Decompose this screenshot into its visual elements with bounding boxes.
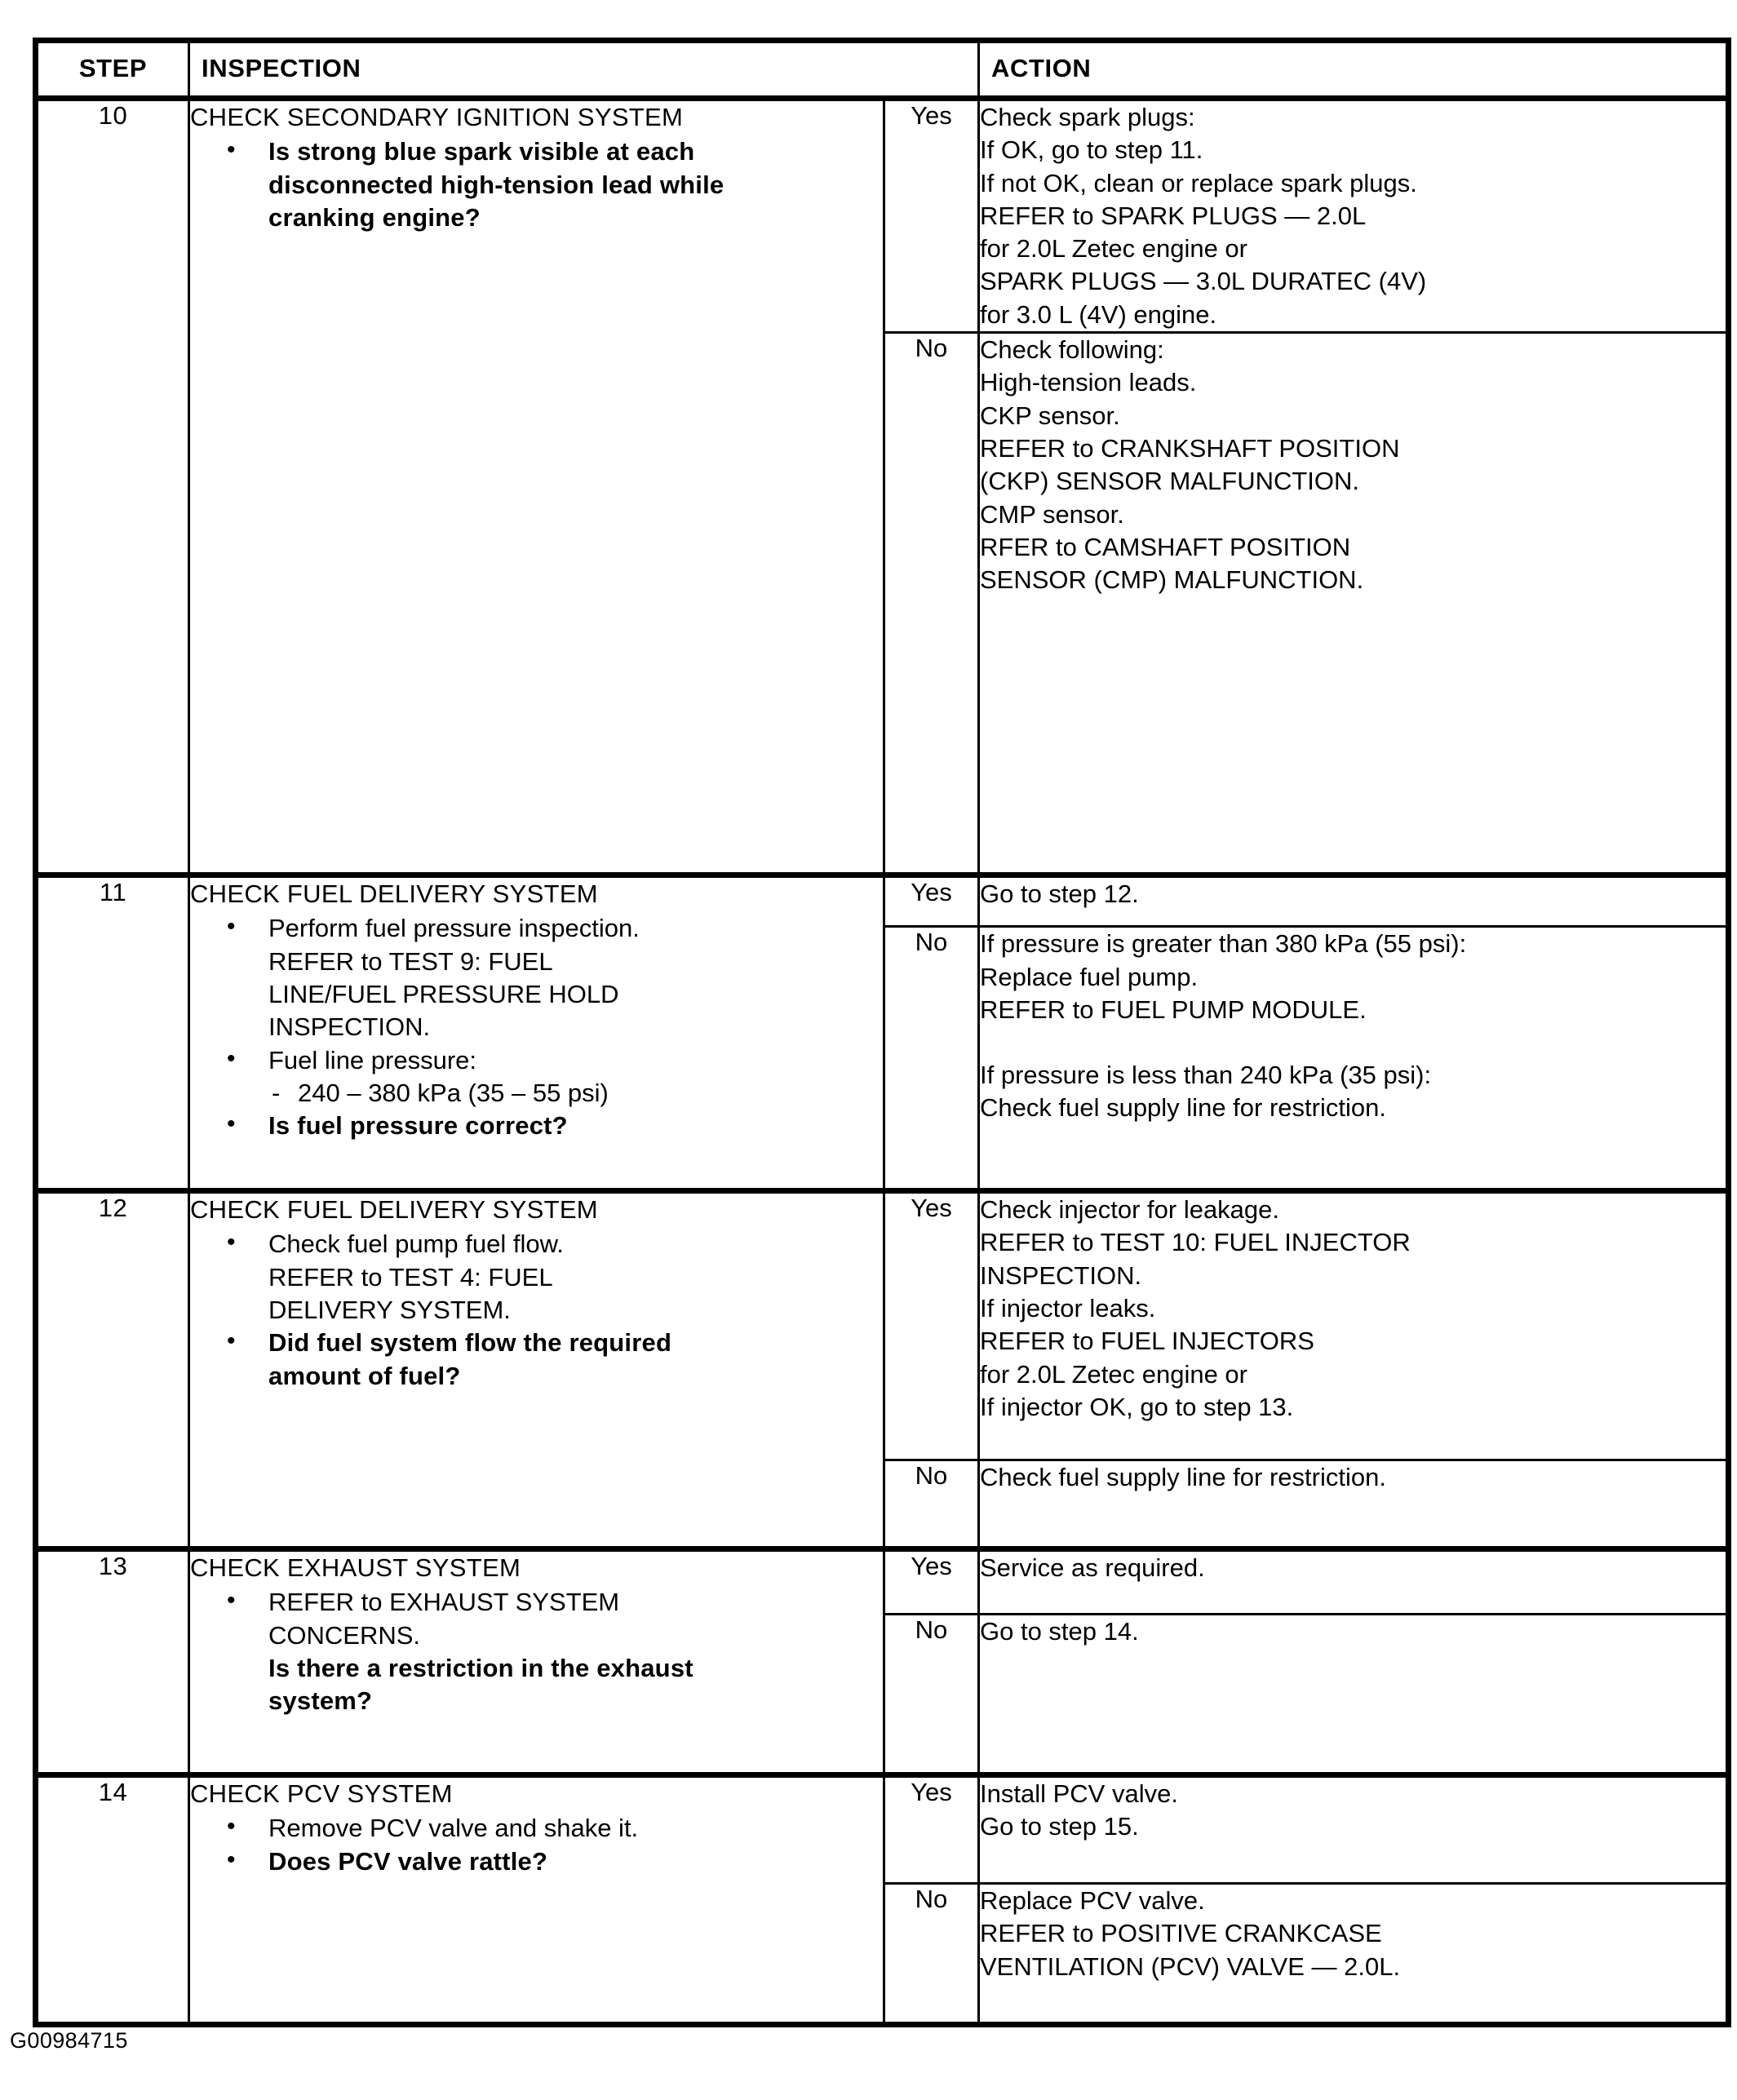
header-label-inspection: INSPECTION [202, 54, 361, 82]
action-line: Go to step 14. [980, 1617, 1139, 1646]
inspection-cell [189, 1775, 884, 2025]
action-line: If injector leaks. [980, 1293, 1156, 1322]
inspection-line: disconnected high-tension lead while [268, 170, 724, 199]
action-cell [979, 1460, 1729, 1548]
action-line: REFER to TEST 10: FUEL INJECTOR [980, 1228, 1411, 1257]
inspection-line: • Check fuel pump fuel flow. [268, 1229, 564, 1259]
action-line: CKP sensor. [980, 401, 1120, 430]
answer-cell-yes: Yes [884, 1549, 979, 1615]
action-line: Replace fuel pump. [980, 962, 1199, 991]
answer-cell-no: No [884, 1460, 979, 1548]
inspection-line: • Is fuel pressure correct? [268, 1111, 568, 1141]
action-cell [979, 1615, 1729, 1775]
answer-cell-yes: Yes [884, 1191, 979, 1460]
inspection-bullet-item [190, 912, 883, 1043]
inspection-line: DELIVERY SYSTEM. [268, 1295, 511, 1324]
answer-cell-no: No [884, 1615, 979, 1775]
answer-cell-yes: Yes [884, 99, 979, 333]
inspection-title: CHECK FUEL DELIVERY SYSTEM [190, 879, 598, 909]
action-line: (CKP) SENSOR MALFUNCTION. [980, 467, 1360, 496]
inspection-bullet-item [190, 1044, 883, 1110]
inspection-line: Is there a restriction in the exhaust [268, 1653, 693, 1682]
action-line: Check fuel supply line for restriction. [980, 1093, 1386, 1123]
action-cell [979, 99, 1729, 333]
action-line: Replace PCV valve. [980, 1886, 1205, 1916]
step-number-cell: 13 [36, 1549, 189, 1775]
inspection-bullet-list [190, 1228, 883, 1392]
figure-code: G00984715 [10, 2028, 128, 2053]
inspection-line: • REFER to EXHAUST SYSTEM [268, 1588, 620, 1617]
action-line: If not OK, clean or replace spark plugs. [980, 168, 1417, 197]
inspection-line: • Remove PCV valve and shake it. [268, 1814, 639, 1843]
action-line: If injector OK, go to step 13. [980, 1392, 1294, 1421]
action-line: If pressure is less than 240 kPa (35 psi): [980, 1061, 1432, 1090]
action-line: High-tension leads. [980, 368, 1197, 397]
inspection-line: INSPECTION. [268, 1012, 431, 1042]
inspection-bullet-item [190, 1845, 883, 1878]
inspection-bullet-list [190, 135, 883, 234]
inspection-line: amount of fuel? [268, 1361, 461, 1390]
inspection-cell [189, 875, 884, 1191]
step-number-cell: 11 [36, 875, 189, 1191]
table-row [36, 1775, 1729, 1884]
step-number-cell: 14 [36, 1775, 189, 2025]
action-line: REFER to CRANKSHAFT POSITION [980, 433, 1400, 463]
action-line: VENTILATION (PCV) VALVE — 2.0L. [980, 1952, 1401, 1981]
inspection-line: cranking engine? [268, 202, 481, 232]
header-cell-action [979, 41, 1729, 99]
inspection-bullet-list [190, 912, 883, 1142]
action-cell [979, 1191, 1729, 1460]
action-line: Check fuel supply line for restriction. [980, 1462, 1386, 1491]
inspection-line: REFER to TEST 4: FUEL [268, 1262, 553, 1291]
inspection-line: LINE/FUEL PRESSURE HOLD [268, 979, 619, 1008]
action-cell [979, 333, 1729, 875]
action-line: Go to step 12. [980, 879, 1139, 909]
action-line: If pressure is greater than 380 kPa (55 psi): [980, 929, 1467, 959]
inspection-bullet-item [190, 1327, 883, 1393]
inspection-bullet-item [190, 1812, 883, 1845]
table-row [36, 875, 1729, 927]
inspection-line: • Is strong blue spark visible at each [268, 137, 695, 166]
action-line: for 2.0L Zetec engine or [980, 1359, 1247, 1389]
inspection-line: • Fuel line pressure: [268, 1045, 477, 1074]
table-header-row [36, 41, 1729, 99]
header-cell-inspection [189, 41, 979, 99]
inspection-title: CHECK SECONDARY IGNITION SYSTEM [190, 103, 684, 131]
inspection-sub-line: - 240 – 380 kPa (35 – 55 psi) [268, 1077, 883, 1110]
inspection-line: • Does PCV valve rattle? [268, 1846, 548, 1876]
inspection-cell [189, 1191, 884, 1549]
action-cell [979, 1884, 1729, 2025]
action-line: If OK, go to step 11. [980, 135, 1203, 165]
answer-cell-yes: Yes [884, 1775, 979, 1884]
answer-cell-no: No [884, 1884, 979, 2025]
table-row [36, 1191, 1729, 1460]
action-line: Check injector for leakage. [980, 1195, 1280, 1225]
inspection-title: CHECK EXHAUST SYSTEM [190, 1553, 521, 1583]
inspection-line: CONCERNS. [268, 1620, 421, 1650]
inspection-line: REFER to TEST 9: FUEL [268, 946, 553, 976]
action-line: Check following: [980, 335, 1164, 365]
inspection-bullet-item [190, 1110, 883, 1142]
action-line: REFER to FUEL PUMP MODULE. [980, 995, 1367, 1024]
diagnostic-table [33, 38, 1731, 2027]
header-label-action: ACTION [991, 54, 1092, 82]
header-label-step: STEP [78, 54, 148, 82]
action-cell [979, 927, 1729, 1191]
action-line: SENSOR (CMP) MALFUNCTION. [980, 565, 1364, 595]
table-row [36, 99, 1729, 333]
action-line: REFER to POSITIVE CRANKCASE [980, 1919, 1382, 1948]
action-cell [979, 1549, 1729, 1615]
inspection-cell [189, 1549, 884, 1775]
action-cell [979, 1775, 1729, 1884]
inspection-continuation-item [190, 1652, 883, 1718]
answer-cell-yes: Yes [884, 875, 979, 927]
action-line: RFER to CAMSHAFT POSITION [980, 532, 1351, 561]
step-number-cell: 12 [36, 1191, 189, 1549]
inspection-bullet-list [190, 1812, 883, 1878]
action-line: for 3.0 L (4V) engine. [980, 299, 1217, 329]
header-cell-step [36, 41, 189, 99]
action-line: Service as required. [980, 1553, 1205, 1583]
inspection-bullet-list [190, 1586, 883, 1717]
inspection-bullet-item [190, 135, 883, 234]
action-line: CMP sensor. [980, 499, 1124, 529]
action-line: REFER to FUEL INJECTORS [980, 1327, 1314, 1356]
action-line: Go to step 15. [980, 1812, 1139, 1841]
inspection-bullet-item [190, 1228, 883, 1327]
answer-cell-no: No [884, 333, 979, 875]
table-row [36, 1549, 1729, 1615]
action-line: Install PCV valve. [980, 1779, 1178, 1809]
inspection-line: • Did fuel system flow the required [268, 1328, 672, 1358]
answer-cell-no: No [884, 927, 979, 1191]
action-line: REFER to SPARK PLUGS — 2.0L [980, 201, 1367, 230]
inspection-line: • Perform fuel pressure inspection. [268, 914, 640, 943]
action-line: INSPECTION. [980, 1260, 1142, 1290]
action-cell [979, 875, 1729, 927]
inspection-cell [189, 99, 884, 875]
action-line: SPARK PLUGS — 3.0L DURATEC (4V) [980, 267, 1427, 296]
action-spacer [980, 1026, 1726, 1059]
inspection-line: system? [268, 1686, 373, 1716]
inspection-bullet-item [190, 1586, 883, 1652]
step-number-cell: 10 [36, 99, 189, 875]
inspection-title: CHECK FUEL DELIVERY SYSTEM [190, 1195, 598, 1225]
inspection-title: CHECK PCV SYSTEM [190, 1779, 453, 1809]
action-line: Check spark plugs: [980, 103, 1195, 131]
action-line: for 2.0L Zetec engine or [980, 234, 1247, 264]
